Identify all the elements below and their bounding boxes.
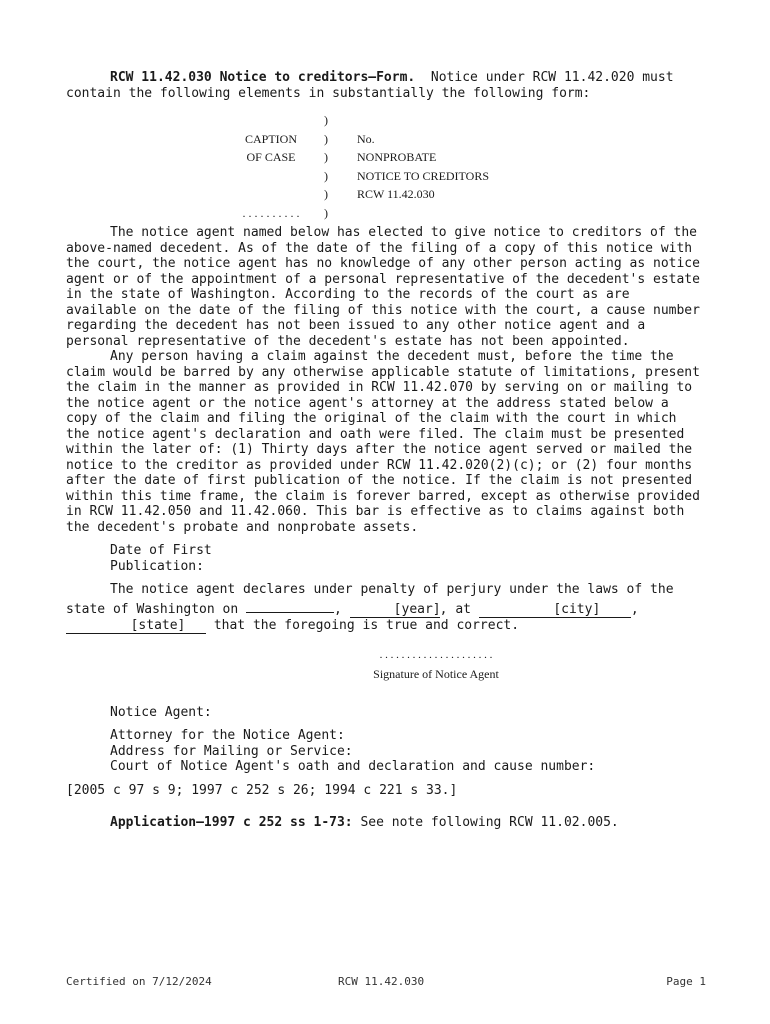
declaration-text: The notice agent declares under penalty of perjury under the laws of the state of Washington on — [66, 582, 674, 617]
application-note — [66, 815, 706, 831]
caption-left-column — [236, 111, 306, 222]
caption-left-line — [236, 111, 306, 130]
caption-paren: ) — [324, 150, 328, 164]
agent-block — [66, 705, 706, 775]
history-note: [2005 c 97 s 9; 1997 c 252 s 26; 1994 c 221 s 33.] — [66, 782, 458, 798]
date-blank[interactable] — [246, 598, 334, 613]
address-label: Address for Mailing or Service: — [110, 743, 353, 759]
section-title: RCW 11.42.030 Notice to creditors—Form. — [110, 70, 416, 85]
caption-left-line — [236, 185, 306, 204]
declaration-comma: , — [630, 601, 639, 617]
city-blank[interactable]: [city] — [479, 603, 631, 618]
footer-page-number: Page 1 — [666, 975, 706, 988]
declaration-end: that the foregoing is true and correct. — [213, 617, 520, 633]
caption-right-line: No. — [357, 131, 375, 146]
declaration-paragraph — [66, 582, 706, 634]
section-intro: Notice under RCW 11.42.020 must contain the following elements in substantially the following form: — [66, 70, 674, 101]
caption-right-line: NOTICE TO CREDITORS — [357, 168, 490, 183]
caption-paren: ) — [324, 187, 328, 201]
caption-right-line: NONPROBATE — [357, 150, 437, 164]
court-label: Court of Notice Agent's oath and declaration and cause number: — [110, 759, 596, 774]
declaration-at: , at — [439, 601, 471, 617]
footer-rcw: RCW 11.42.030 — [338, 975, 425, 988]
application-text: See note following RCW 11.02.005. — [360, 815, 619, 830]
paragraph-claims: Any person having a claim against the decedent must, before the time the claim would be barred by any otherwise applicable statute of limitations, present the claim in the manner as provided in RCW 11.42.070 by serving on or mailing to the notice agent or the notice agent's attorney at the address stated below a copy of the claim and filing the original of the claim with the court in which the notice agent's declaration and oath were filed. The claim must be presented within the later of: (1) Thirty days after the notice agent served or mailed the notice to the creditor as provided under RCW 11.42.020(2)(c); or (2) four months after the date of first publication of the notice. If the claim is not presented within this time frame, the claim is forever barred, except as otherwise provided in RCW 11.42.050 and 11.42.060. This bar is effective as to claims against both the decedent's probate and nonprobate assets. — [66, 349, 700, 535]
caption-left-line — [236, 167, 306, 186]
document-page — [66, 70, 706, 831]
publication-label: Publication: — [110, 558, 204, 574]
caption-paren: ) — [324, 168, 328, 183]
caption-right-line: RCW 11.42.030 — [357, 187, 435, 201]
caption-right-column — [357, 111, 489, 222]
signature-line[interactable]: . . . . . . . . . . . . . . . . . . . . . — [379, 648, 493, 661]
signature-block — [336, 648, 536, 683]
caption-right-line — [357, 111, 489, 130]
case-caption — [66, 111, 706, 220]
signature-label: Signature of Notice Agent — [373, 667, 499, 681]
caption-left-line: . . . . . . . . . . — [242, 205, 300, 220]
caption-paren: ) — [324, 205, 328, 220]
caption-left-line: CAPTION — [244, 131, 297, 146]
attorney-label: Attorney for the Notice Agent: — [110, 728, 345, 743]
caption-left-line: OF CASE — [246, 150, 296, 164]
application-label: Application—1997 c 252 ss 1-73: — [110, 815, 353, 830]
paragraph-notice-agent: The notice agent named below has elected to give notice to creditors of the above-named decedent. As of the date of the filing of a copy of this notice with the court, the notice agent has no knowledge of any other person acting as notice agent or of the appointment of a personal representative of the decedent's estate in the state of Washington. According to the records of the court as are available on the date of the filing of this notice with the court, a cause number regarding the decedent has not been issued to any other notice agent and a personal representative of the decedent's estate has not been appointed. — [66, 225, 700, 349]
section-heading — [66, 70, 706, 101]
declaration-comma: , — [334, 601, 342, 617]
caption-paren: ) — [324, 113, 328, 127]
caption-paren: ) — [324, 131, 328, 146]
footer-certified: Certified on 7/12/2024 — [66, 975, 212, 988]
caption-right-line — [357, 204, 489, 223]
year-blank[interactable]: [year] — [350, 603, 440, 618]
notice-agent-label: Notice Agent: — [110, 704, 212, 720]
date-of-first-label: Date of First — [110, 543, 212, 558]
publication-date-block — [66, 543, 706, 574]
caption-paren-column — [321, 111, 331, 222]
state-blank[interactable]: [state] — [66, 619, 206, 634]
